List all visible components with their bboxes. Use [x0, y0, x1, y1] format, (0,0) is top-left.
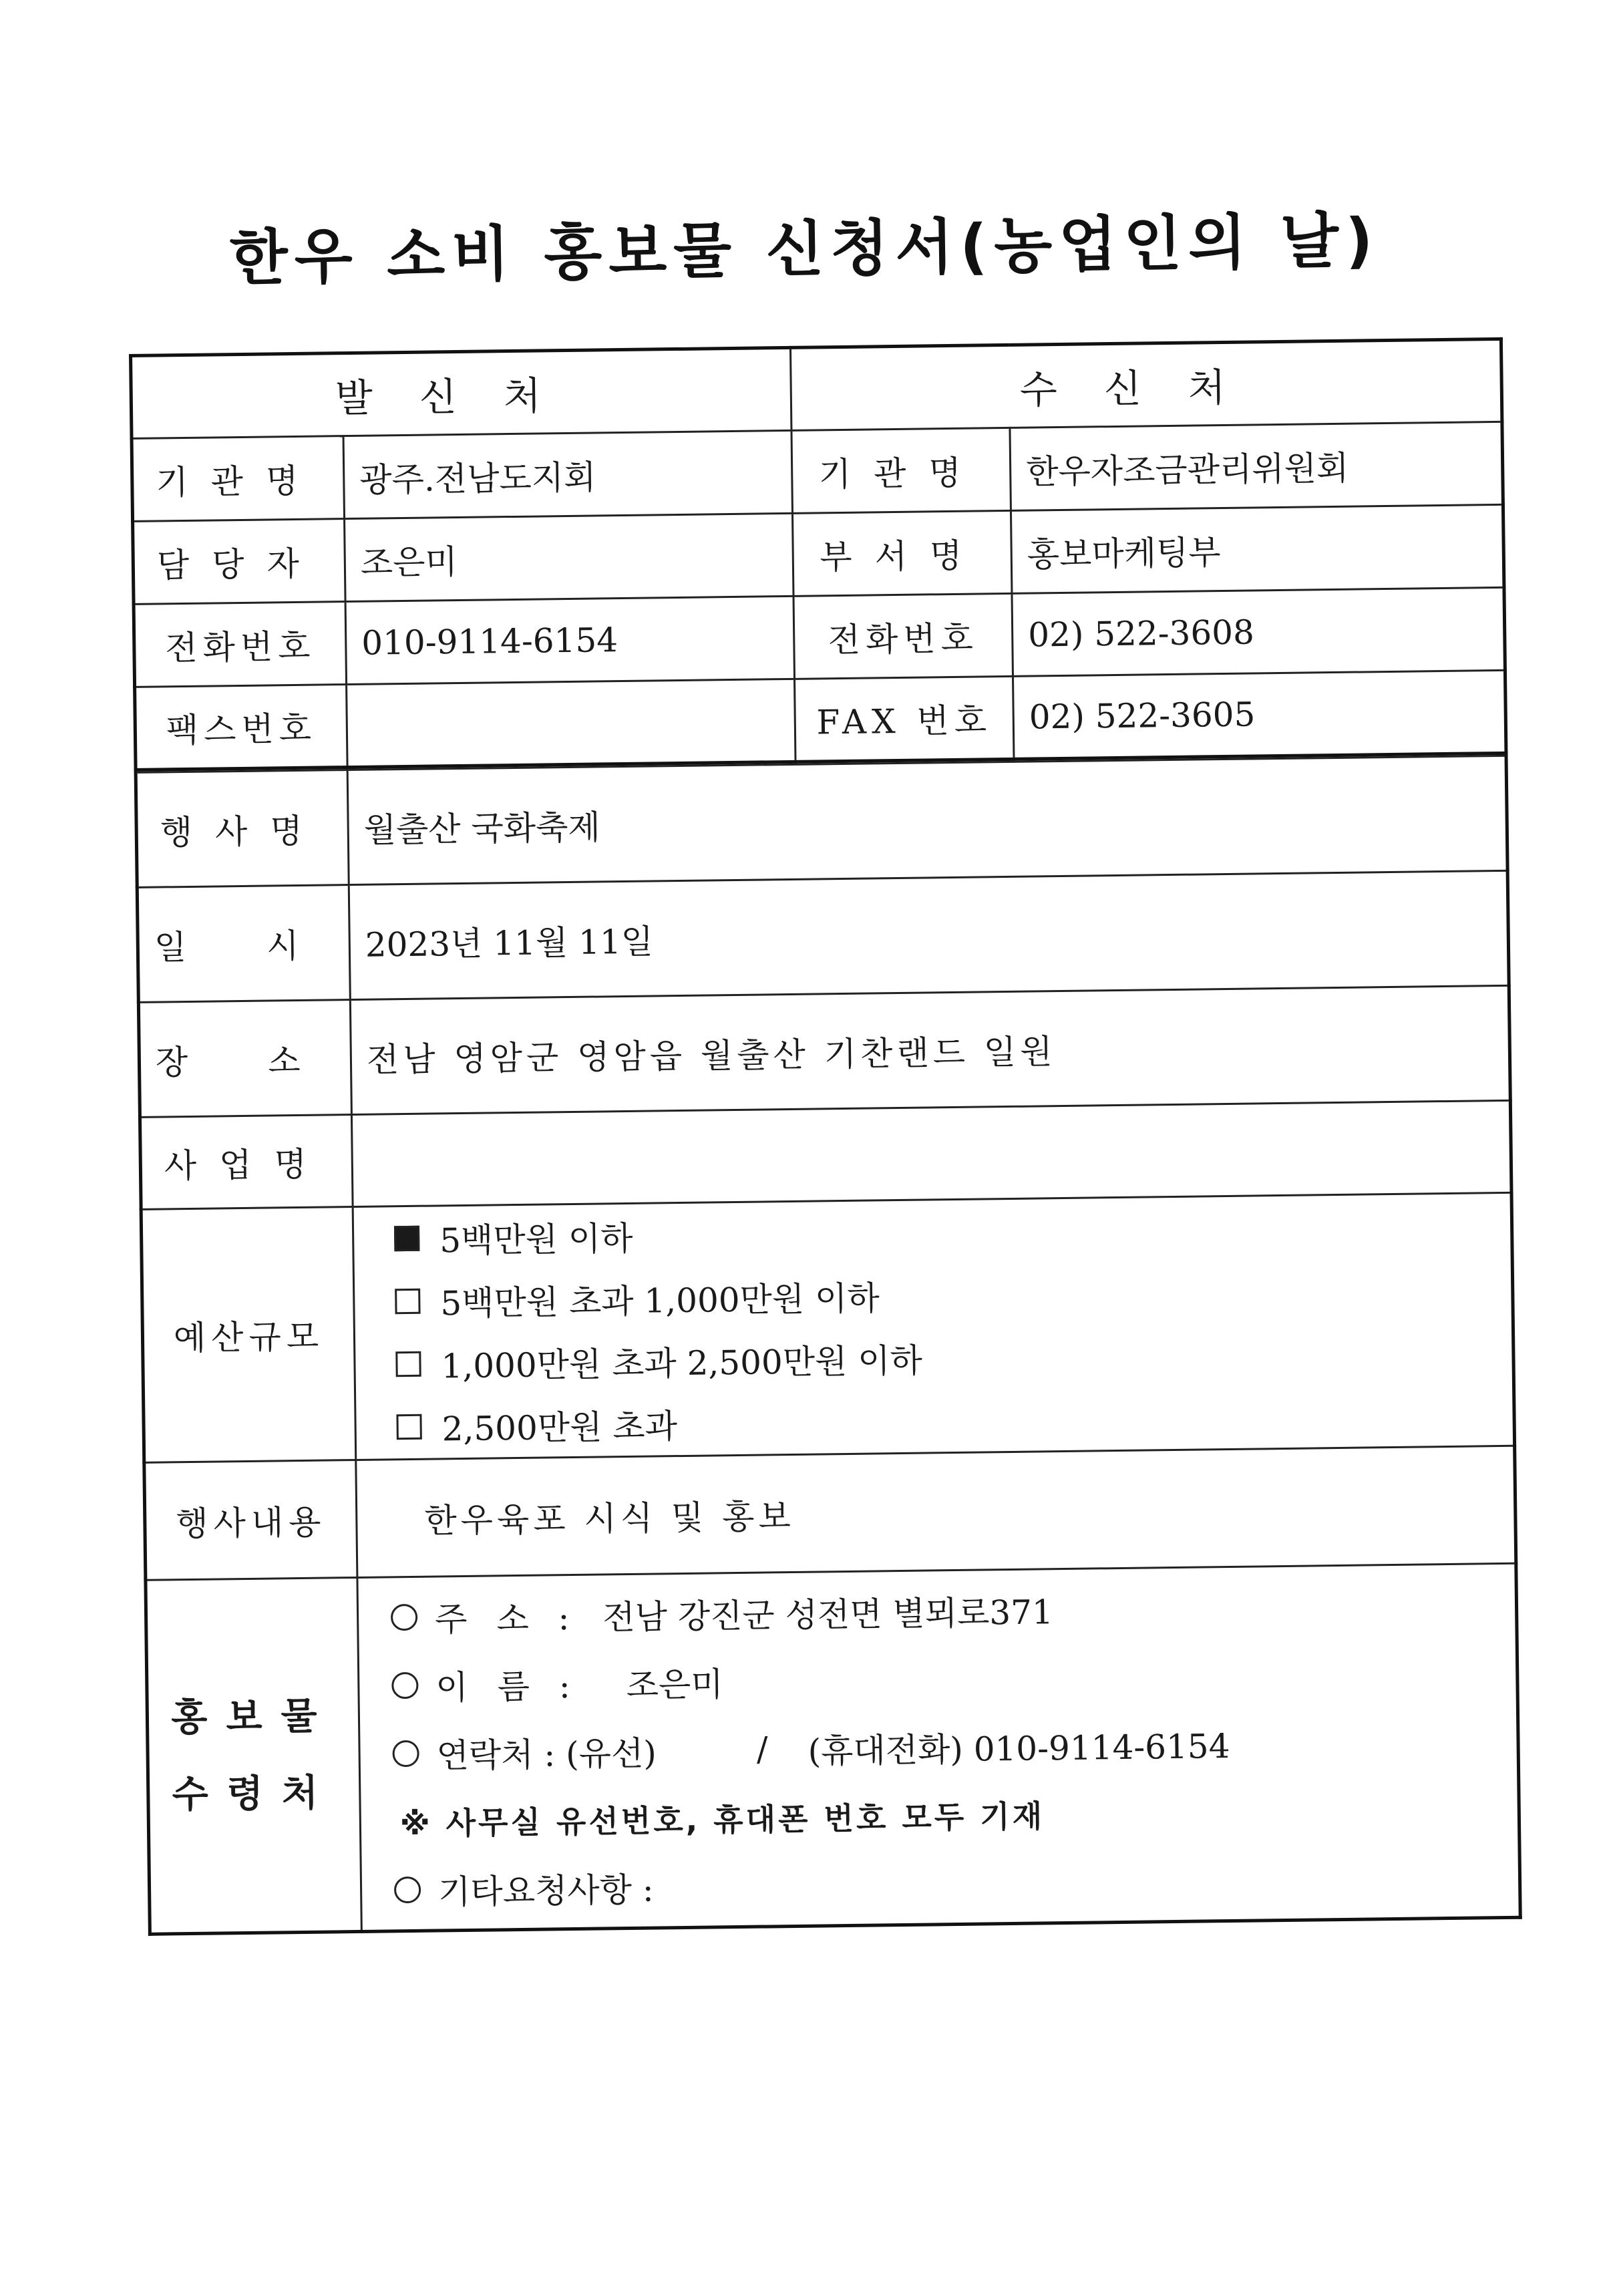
checkbox-icon[interactable] — [396, 1414, 421, 1440]
contact-mobile: (휴대전화) 010-9114-6154 — [808, 1727, 1230, 1771]
receiver-header: 수신처 — [790, 339, 1501, 430]
checkbox-icon[interactable] — [395, 1351, 421, 1377]
contact-separator: / — [756, 1730, 768, 1769]
sender-org-label: 기관명 — [132, 436, 344, 522]
receiver-phone-label: 전화번호 — [793, 593, 1013, 679]
address-label: 주 소 : — [434, 1598, 579, 1639]
other-requests-line — [393, 1842, 1503, 1924]
sender-org-value: 광주.전남도지회 — [343, 430, 792, 518]
document-title: 한우 소비 홍보물 신청서(농업인의 날) — [229, 205, 1381, 294]
delivery-label-line1: 홍보물 — [170, 1693, 336, 1740]
event-name-label: 행사명 — [136, 770, 349, 888]
receiver-fax-label: FAX 번호 — [795, 676, 1014, 762]
sender-header: 발신처 — [131, 347, 791, 438]
sender-manager-value: 조은미 — [345, 513, 793, 601]
delivery-label-line2: 수령처 — [172, 1770, 337, 1817]
project-name-label: 사업명 — [140, 1115, 353, 1210]
budget-option-label: 5백만원 초과 1,000만원 이하 — [440, 1279, 880, 1323]
budget-options — [353, 1192, 1515, 1460]
budget-option-label: 1,000만원 초과 2,500만원 이하 — [441, 1341, 923, 1386]
event-place-value: 전남 영암군 영암읍 월출산 기찬랜드 일원 — [350, 985, 1510, 1114]
sender-phone-value: 010-9114-6154 — [345, 596, 794, 684]
event-name-value: 월출산 국화축제 — [347, 756, 1507, 884]
circle-bullet-icon — [391, 1604, 417, 1631]
receiver-org-label: 기관명 — [791, 428, 1011, 513]
address-line — [391, 1570, 1501, 1651]
event-content-label: 행사내용 — [144, 1460, 357, 1580]
budget-label: 예산규모 — [141, 1207, 356, 1463]
sender-fax-label: 팩스번호 — [135, 685, 347, 770]
receiver-fax-value: 02) 522-3605 — [1013, 670, 1505, 759]
sender-phone-label: 전화번호 — [134, 602, 346, 687]
receiver-phone-value: 02) 522-3608 — [1012, 587, 1505, 676]
contact-line — [392, 1706, 1502, 1788]
recipient-name-label: 이 름 : — [435, 1666, 580, 1707]
address-value: 전남 강진군 성전면 별뫼로371 — [602, 1593, 1054, 1637]
event-place-label: 장소 — [138, 1000, 351, 1118]
budget-option-label: 2,500만원 초과 — [441, 1407, 678, 1449]
sender-manager-label: 담당자 — [133, 519, 345, 605]
delivery-details — [357, 1563, 1520, 1931]
sender-fax-value — [347, 679, 795, 767]
receiver-dept-value: 홍보마케팅부 — [1011, 504, 1503, 593]
event-table — [134, 755, 1522, 1936]
event-content-value: 한우육포 시식 및 홍보 — [356, 1446, 1516, 1577]
recipient-name-line — [391, 1638, 1501, 1719]
event-date-value: 2023년 11월 11일 — [349, 870, 1509, 999]
form-container — [129, 337, 1519, 1936]
recipient-name-value: 조은미 — [626, 1665, 723, 1705]
contact-label: 연락처 : (유선) — [436, 1734, 657, 1776]
checked-box-icon[interactable] — [394, 1226, 419, 1251]
delivery-label — [146, 1577, 361, 1934]
budget-option-label: 5백만원 이하 — [439, 1218, 633, 1261]
contact-note: ※ 사무실 유선번호, 휴대폰 번호 모두 기재 — [399, 1798, 1045, 1842]
circle-bullet-icon — [394, 1876, 421, 1903]
receiver-dept-label: 부서명 — [792, 510, 1011, 596]
event-date-label: 일시 — [137, 885, 350, 1003]
circle-bullet-icon — [391, 1672, 418, 1699]
receiver-org-value: 한우자조금관리위원회 — [1010, 422, 1503, 510]
other-requests-label: 기타요청사항 : — [437, 1870, 655, 1912]
contact-table — [129, 337, 1507, 772]
budget-option-4[interactable] — [396, 1382, 1498, 1458]
circle-bullet-icon — [392, 1740, 419, 1767]
checkbox-icon[interactable] — [395, 1289, 420, 1314]
project-name-value — [351, 1100, 1511, 1206]
